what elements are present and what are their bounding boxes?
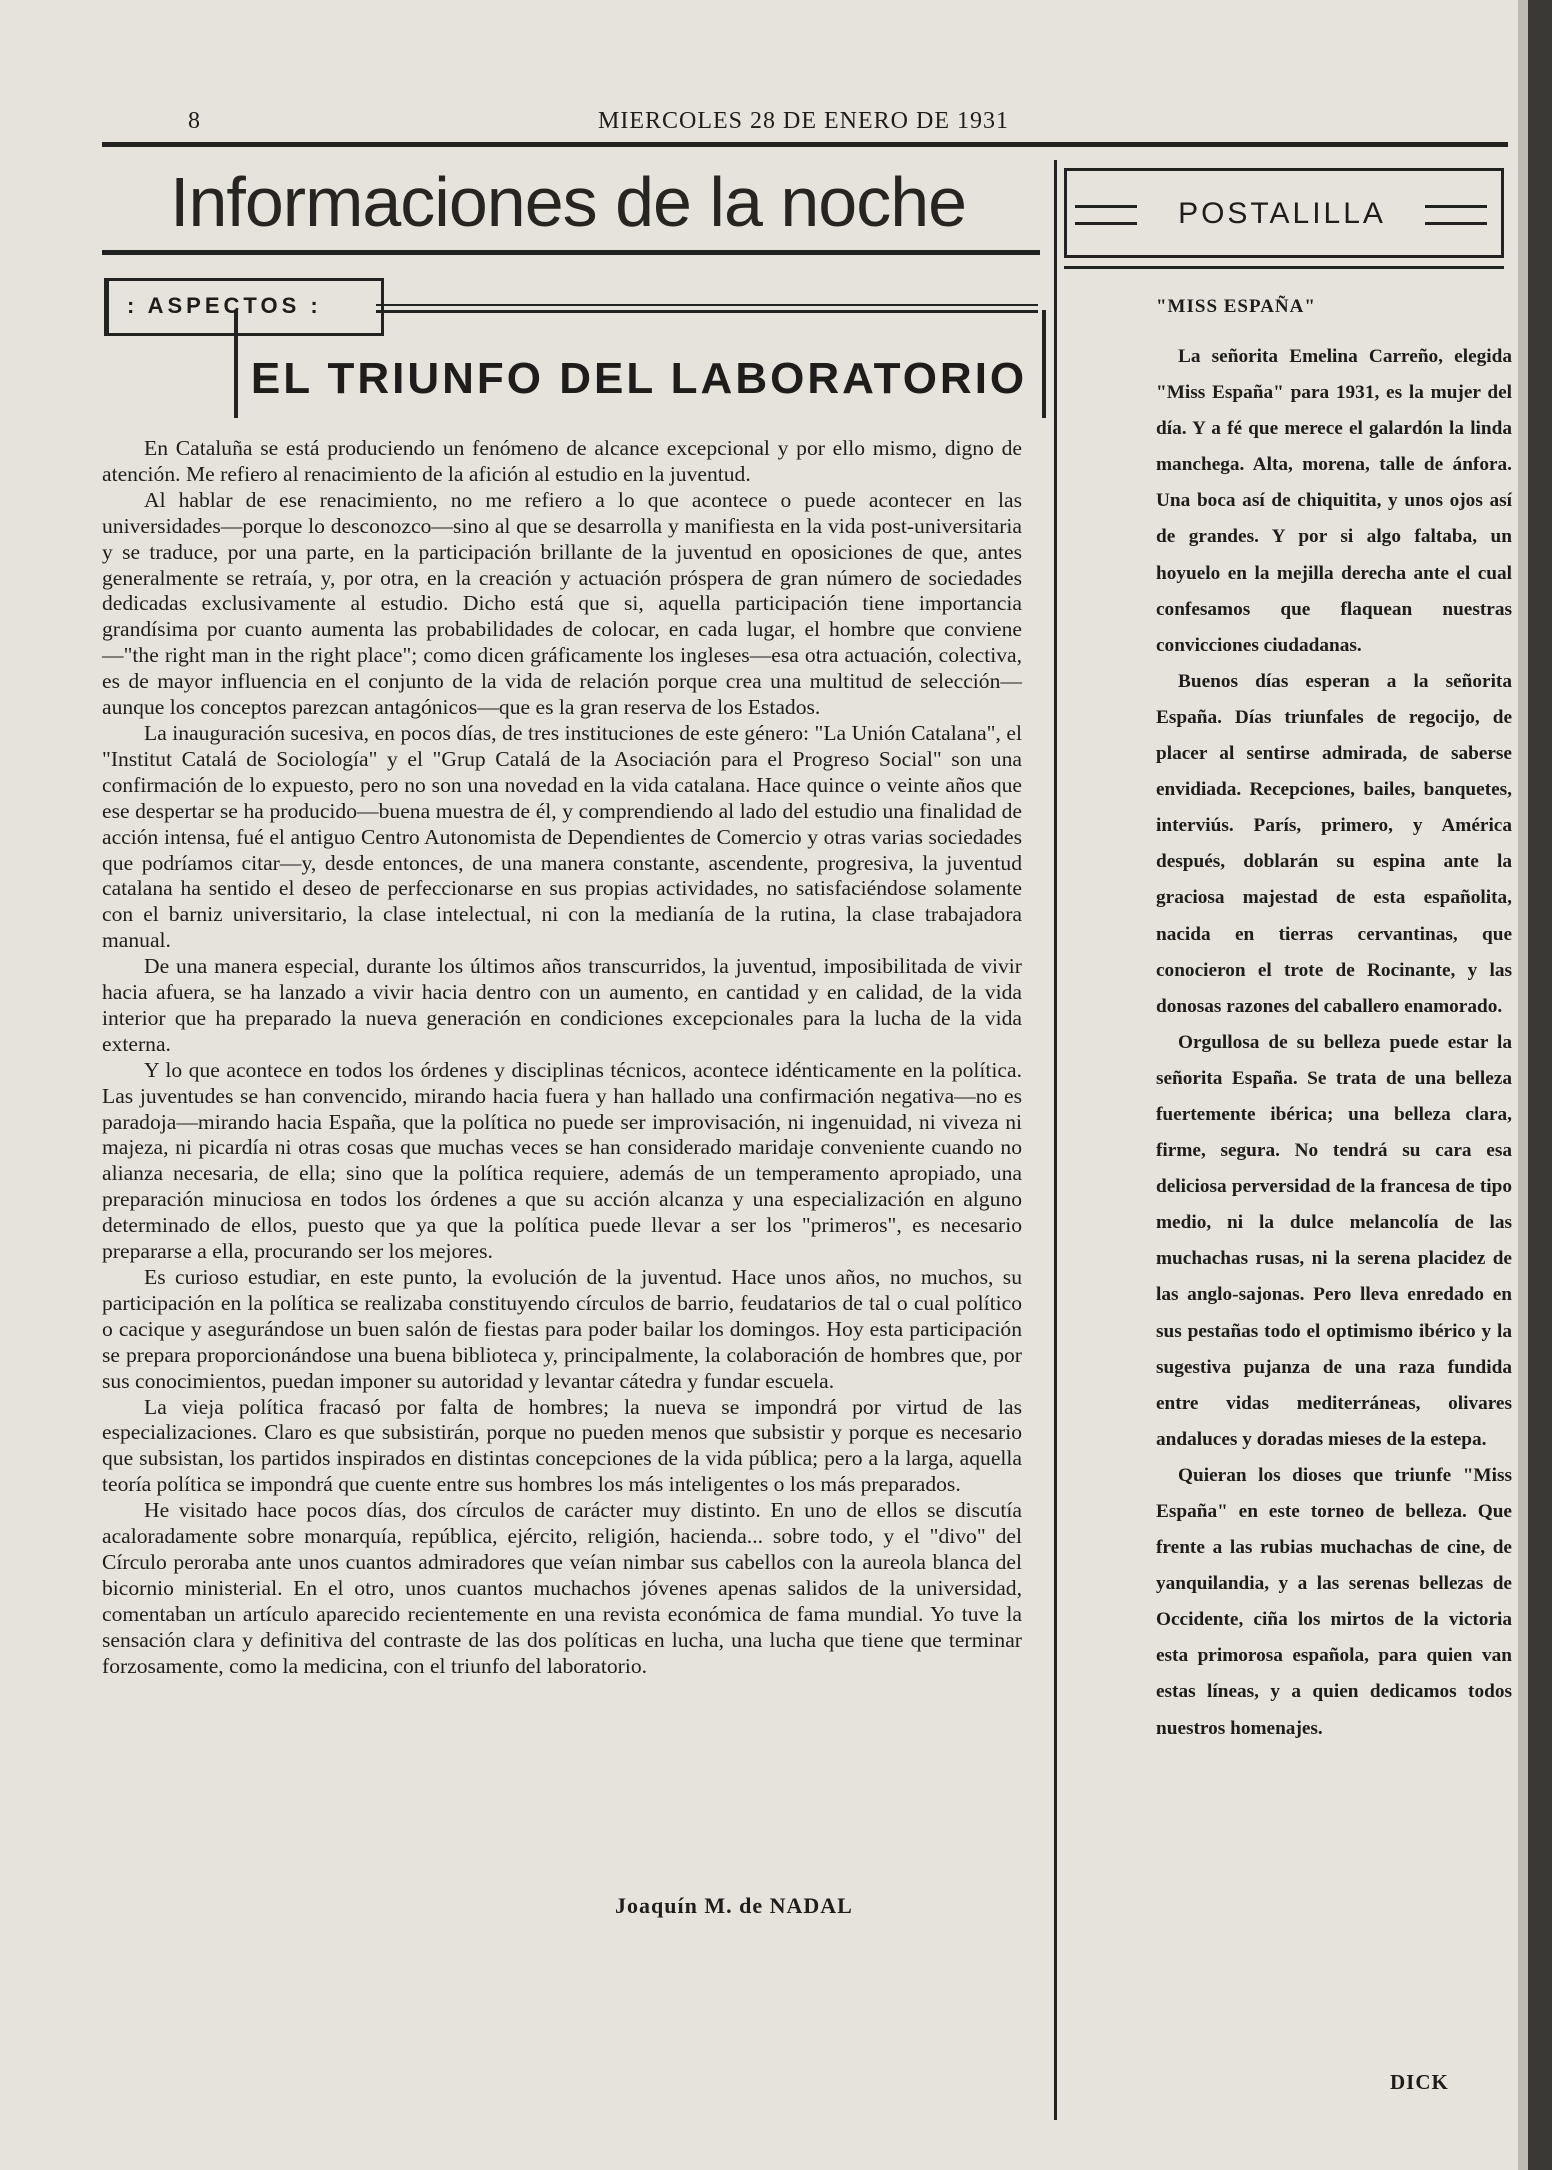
- article-paragraph: La inauguración sucesiva, en pocos días, de tres instituciones de este género: "La Unión Catalana", el "Institut Catalá de Sociología" y el "Grup Catalá de la Asociación para el Progreso Social" son una confirmación de lo expuesto, pero no son una novedad en la vida catalana. Hace quince o veinte años que ese despertar se ha producido—buena muestra de él, y comprendiendo al lado del estudio una finalidad de acción intensa, fué el antiguo Centro Autonomista de Dependientes de Comercio y otras varias sociedades que podríamos citar—y, desde entonces, de una manera constante, ascendente, progresiva, la juventud catalana ha sentido el deseo de perfeccionarse en sus propias actividades, no satisfaciéndose solamente con el barniz universitario, la clase intelectual, ni con la medianía de la rutina, la clase trabajadora manual.: [102, 720, 1022, 953]
- sidebar-paragraph: Quieran los dioses que triunfe "Miss España" en este torneo de belleza. Que frente a las rubias muchachas de cine, de yanquilandia, y a las serenas bellezas de Occidente, ciña los mirtos de la victoria esta primorosa española, para quien van estas líneas, y a quien dedicamos todos nuestros homenajes.: [1156, 1464, 1512, 1739]
- decorative-lines-right: [1425, 205, 1487, 225]
- column-divider: [1054, 160, 1057, 2120]
- sidebar-paragraph: La señorita Emelina Carreño, elegida "Miss España" para 1931, es la mujer del día. Y a fé que merece el galardón la linda manchega. Alta, morena, talle de ánfora. Una boca así de chiquitita, y unos ojos así de grandes. Y por si algo faltaba, un hoyuelo en la mejilla derecha ante el cual confesamos que flaquean nuestras convicciones ciudadanas.: [1156, 346, 1512, 656]
- masthead-rule: [102, 250, 1040, 255]
- section-label: : ASPECTOS :: [127, 293, 322, 318]
- page-edge-shadow: [1518, 0, 1528, 2170]
- article-paragraph: La vieja política fracasó por falta de hombres; la nueva se impondrá por virtud de las especializaciones. Claro es que subsistirán, porque no pueden menos que subsistir y porque es necesario que subsistan, los partidos inspirados en distintas concepciones de la vida pública; pero a la larga, aquella teoría política se impondrá que cuente entre sus hombres los más inteligentes o los más preparados.: [102, 1394, 1022, 1497]
- section-masthead: Informaciones de la noche: [170, 163, 967, 241]
- sidebar-rule: [1064, 266, 1504, 269]
- title-rule-thin: [376, 304, 1038, 306]
- sidebar-signature: DICK: [1390, 2070, 1449, 2094]
- sidebar-paragraph: Buenos días esperan a la señorita España. Días triunfales de regocijo, de placer al sentirse admirada, de saberse envidiada. Recepciones, bailes, banquetes, interviús. París, primero, y América después, doblarán su espina ante la graciosa majestad de esta españolita, nacida en tierras cervantinas, que conocieron el trote de Rocinante, y las donosas razones del caballero enamorado.: [1156, 670, 1512, 1017]
- article-paragraph: De una manera especial, durante los últimos años transcurridos, la juventud, imposibilitada de vivir hacia afuera, se ha lanzado a vivir hacia dentro con un aumento, en cantidad y en calidad, de la vida interior que ha preparado la nueva generación en condiciones excepcionales para la lucha de la vida externa.: [102, 954, 1022, 1056]
- article-author: Joaquín M. de NADAL: [615, 1893, 853, 1918]
- sidebar-paragraph: Orgullosa de su belleza puede estar la señorita España. Se trata de una belleza fuertemente ibérica; una belleza clara, firme, segura. No tendrá su cara esa deliciosa perversidad de la francesa de tipo medio, ni la dulce melancolía de las muchachas rusas, ni la serena placidez de las anglo-sajonas. Pero lleva enredado en sus pestañas todo el optimismo ibérico y la sugestiva pujanza de una raza fundida entre vidas mediterráneas, olivares andaluces y doradas mieses de la estepa.: [1156, 1031, 1512, 1450]
- sidebar-body: [1156, 339, 1512, 1747]
- article-title: EL TRIUNFO DEL LABORATORIO: [250, 354, 1028, 403]
- article-paragraph: Y lo que acontece en todos los órdenes y disciplinas técnicos, acontece idénticamente en la política. Las juventudes se han convencido, mirando hacia fuera y han hallado una confirmación negativa—no es paradoja—mirando hacia España, que la política no puede ser improvisación, ni ingenuidad, ni viveza ni majeza, ni picardía ni otras cosas que muchas veces se han considerado maridaje conveniente cuando no alianza necesaria, de ella; sino que la política requiere, además de un temperamento apropiado, una preparación minuciosa en todos los órdenes a que su acción alcanza y una especialización en alguno determinado de ellos, puesto que ya que la política puede llevar a ser los "primeros", es necesario prepararse a ella, procurando ser los mejores.: [102, 1057, 1022, 1264]
- article-paragraph: Es curioso estudiar, en este punto, la evolución de la juventud. Hace unos años, no muchos, su participación en la política se realizaba constituyendo círculos de barrio, feudatarios de tal o cual político o cacique y asegurándose un buen salón de fiestas para poder bailar los domingos. Hoy esta participación se prepara proporcionándose una buena biblioteca y, principalmente, la colaboración de hombres que, por sus conocimientos, puedan imponer su autoridad y levantar cátedra y fundar escuela.: [102, 1265, 1022, 1393]
- article-paragraph: Al hablar de ese renacimiento, no me refiero a lo que acontece o puede acontecer en las universidades—porque lo desconozco—sino al que se desarrolla y manifiesta en la vida post-universitaria y se traduce, por una parte, en la participación brillante de la juventud en oposiciones de que, antes generalmente se retraía, y, por otra, en la creación y actuación próspera de gran número de sociedades dedicadas exclusivamente al estudio. Dicho está que si, aquella participación tiene importancia grandísima por cuanto aumenta las probabilidades de colocar, en cada lugar, el hombre que conviene—"the right man in the right place"; como dicen gráficamente los ingleses—esa otra actuación, colectiva, es de mayor influencia en el conjunto de la vida de relación porque crea una multitud de selección—aunque los conceptos parezcan antagónicos—que es la gran reserva de los Estados.: [102, 487, 1022, 720]
- page-edge: [1528, 0, 1552, 2170]
- header-rule: [102, 142, 1508, 147]
- sidebar-section-title: POSTALILLA: [1178, 197, 1386, 230]
- decorative-lines-left: [1075, 205, 1137, 225]
- postalilla-box: [1064, 168, 1504, 258]
- article-paragraph: He visitado hace pocos días, dos círculos de carácter muy distinto. En uno de ellos se discutía acaloradamente sobre monarquía, república, ejército, religión, hacienda... sobre todo, y el "divo" del Círculo peroraba ante unos cuantos admiradores que veían nimbar sus cabellos con la aureola blanca del bicornio ministerial. En el otro, unos cuantos muchachos jóvenes apenas salidos de la universidad, comentaban un artículo aparecido recientemente en una revista económica de fama mundial. Yo tuve la sensación clara y definitiva del contraste de las dos políticas en lucha, una lucha que tiene que terminar forzosamente, como la medicina, con el triunfo del laboratorio.: [102, 1498, 1022, 1678]
- article-paragraph: En Cataluña se está produciendo un fenómeno de alcance excepcional y por ello mismo, digno de atención. Me refiero al renacimiento de la afición al estudio en la juventud.: [102, 436, 1022, 486]
- article-body: [102, 436, 1022, 1680]
- sidebar-heading: "MISS ESPAÑA": [1156, 296, 1316, 317]
- issue-date: MIERCOLES 28 DE ENERO DE 1931: [598, 108, 1009, 134]
- page-number: 8: [188, 108, 200, 134]
